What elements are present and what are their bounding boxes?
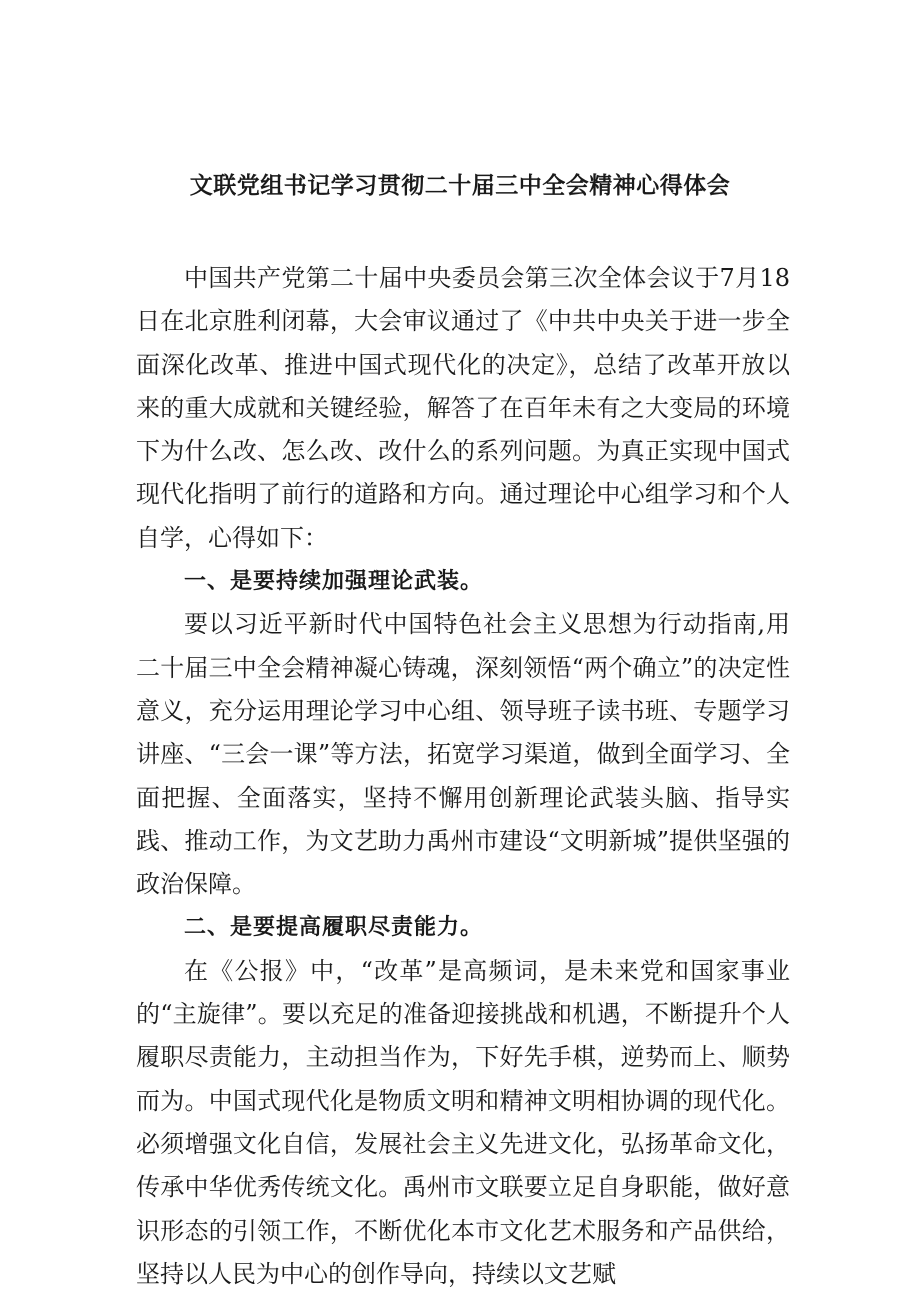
body-paragraph-duty: 在《公报》中，“改革”是高频词，是未来党和国家事业的“主旋律”。要以充足的准备迎接挑战和机遇，不断提升个人履职尽责能力，主动担当作为，下好先手棋，逆势而上、顺势而为。中国式现代化是物质文明和精神文明相协调的现代化。必须增强文化自信，发展社会主义先进文化，弘扬革命文化，传承中华优秀传统文化。禹州市文联要立足自身职能，做好意识形态的引领工作，不断优化本市文化艺术服务和产品供给，坚持以人民为中心的创作导向，持续以文艺赋	[136, 956, 790, 1288]
body-paragraph-theory: 要以习近平新时代中国特色社会主义思想为行动指南,用二十届三中全会精神凝心铸魂，深刻领悟“两个确立”的决定性意义，充分运用理论学习中心组、领导班子读书班、专题学习讲座、“三会一课”等方法，拓宽学习渠道，做到全面学习、全面把握、全面落实，坚持不懈用创新理论武装头脑、指导实践、推动工作，为文艺助力禹州市建设“文明新城”提供坚强的政治保障。	[136, 610, 790, 899]
document-body	[136, 257, 790, 1296]
body-paragraph-intro: 中国共产党第二十届中央委员会第三次全体会议于7月18日在北京胜利闭幕，大会审议通过了《中共中央关于进一步全面深化改革、推进中国式现代化的决定》，总结了改革开放以来的重大成就和关键经验，解答了在百年未有之大变局的环境下为什么改、怎么改、改什么的系列问题。为真正实现中国式现代化指明了前行的道路和方向。通过理论中心组学习和个人自学，心得如下：	[136, 264, 790, 552]
section-heading-1: 一、是要持续加强理论武装。	[184, 569, 484, 595]
document-title: 文联党组书记学习贯彻二十届三中全会精神心得体会	[189, 173, 731, 199]
section-heading-2: 二、是要提高履职尽责能力。	[184, 915, 484, 941]
